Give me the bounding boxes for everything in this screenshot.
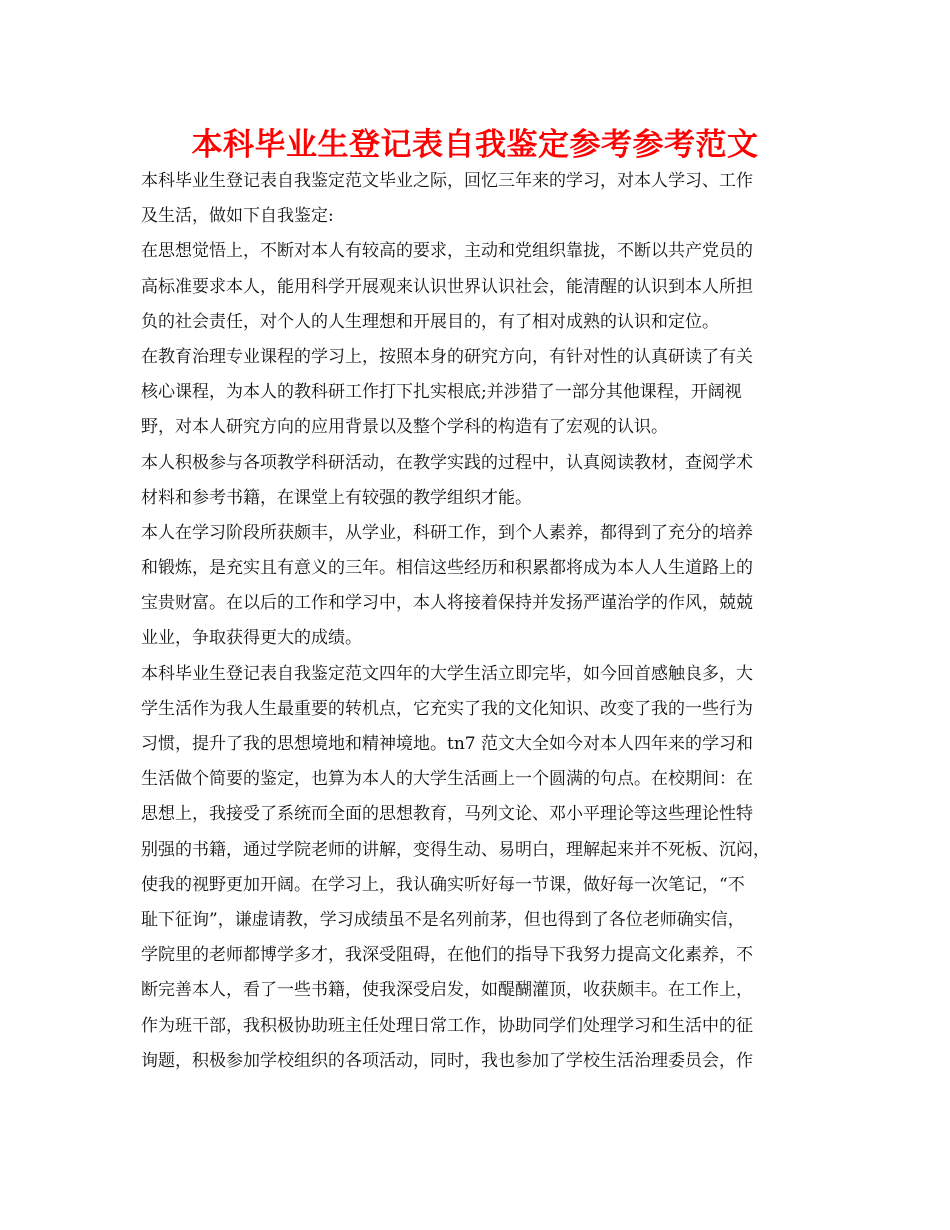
text-line: 在思想觉悟上，不断对本人有较高的要求，主动和党组织靠拢，不断以共产党员的 [141, 241, 753, 262]
document-title: 本科毕业生登记表自我鉴定参考参考范文 [191, 127, 759, 163]
text-line: 学院里的老师都博学多才，我深受阻碍，在他们的指导下我努力提高文化素养，不 [141, 945, 753, 966]
text-line: 使我的视野更加开阔。在学习上，我认确实听好每一节课，做好每一次笔记，“不 [141, 874, 745, 895]
text-line: 耻下征询”，谦虚请教，学习成绩虽不是名列前茅，但也得到了各位老师确实信， [141, 909, 745, 930]
text-line: 在教育治理专业课程的学习上，按照本身的研究方向，有针对性的认真研读了有关 [141, 346, 753, 367]
text-line: 和锻炼，是充实且有意义的三年。相信这些经历和积累都将成为本人人生道路上的 [141, 558, 753, 579]
text-line: 询题，积极参加学校组织的各项活动，同时，我也参加了学校生活治理委员会，作 [141, 1050, 753, 1071]
text-line: 宝贵财富。在以后的工作和学习中，本人将接着保持并发扬严谨治学的作风，兢兢 [141, 593, 753, 614]
text-line: 业业，争取获得更大的成绩。 [141, 628, 362, 649]
text-line: 断完善本人，看了一些书籍，使我深受启发，如醍醐灌顶，收获颇丰。在工作上， [141, 980, 753, 1001]
text-line: 本科毕业生登记表自我鉴定范文四年的大学生活立即完毕，如今回首感触良多，大 [141, 663, 753, 684]
text-line: 本人在学习阶段所获颇丰，从学业，科研工作，到个人素养，都得到了充分的培养 [141, 522, 753, 543]
text-line: 及生活，做如下自我鉴定: [141, 206, 334, 227]
text-line: 作为班干部，我积极协助班主任处理日常工作，协助同学们处理学习和生活中的征 [141, 1015, 753, 1036]
text-line: 高标准要求本人，能用科学开展观来认识世界认识社会，能清醒的认识到本人所担 [141, 276, 753, 297]
text-line: 野，对本人研究方向的应用背景以及整个学科的构造有了宏观的认识。 [141, 417, 668, 438]
text-line: 生活做个简要的鉴定，也算为本人的大学生活画上一个圆满的句点。在校期间：在 [141, 769, 753, 790]
text-line: 习惯，提升了我的思想境地和精神境地。tn7 范文大全如今对本人四年来的学习和 [141, 734, 753, 754]
text-line: 思想上，我接受了系统而全面的思想教育，马列文论、邓小平理论等这些理论性特 [141, 804, 753, 825]
text-line: 别强的书籍，通过学院老师的讲解，变得生动、易明白，理解起来并不死板、沉闷， [141, 839, 770, 860]
text-line: 材料和参考书籍，在课堂上有较强的教学组织才能。 [141, 487, 532, 508]
text-line: 本科毕业生登记表自我鉴定范文毕业之际，回忆三年来的学习，对本人学习、工作 [141, 171, 753, 191]
document-body [141, 164, 815, 1079]
text-line: 核心课程，为本人的教科研工作打下扎实根底;并涉猎了一部分其他课程，开阔视 [141, 382, 742, 403]
text-line: 负的社会责任，对个人的人生理想和开展目的，有了相对成熟的认识和定位。 [141, 311, 719, 332]
text-line: 学生活作为我人生最重要的转机点，它充实了我的文化知识、改变了我的一些行为 [141, 698, 753, 719]
text-line: 本人积极参与各项教学科研活动，在教学实践的过程中，认真阅读教材，查阅学术 [141, 452, 753, 473]
